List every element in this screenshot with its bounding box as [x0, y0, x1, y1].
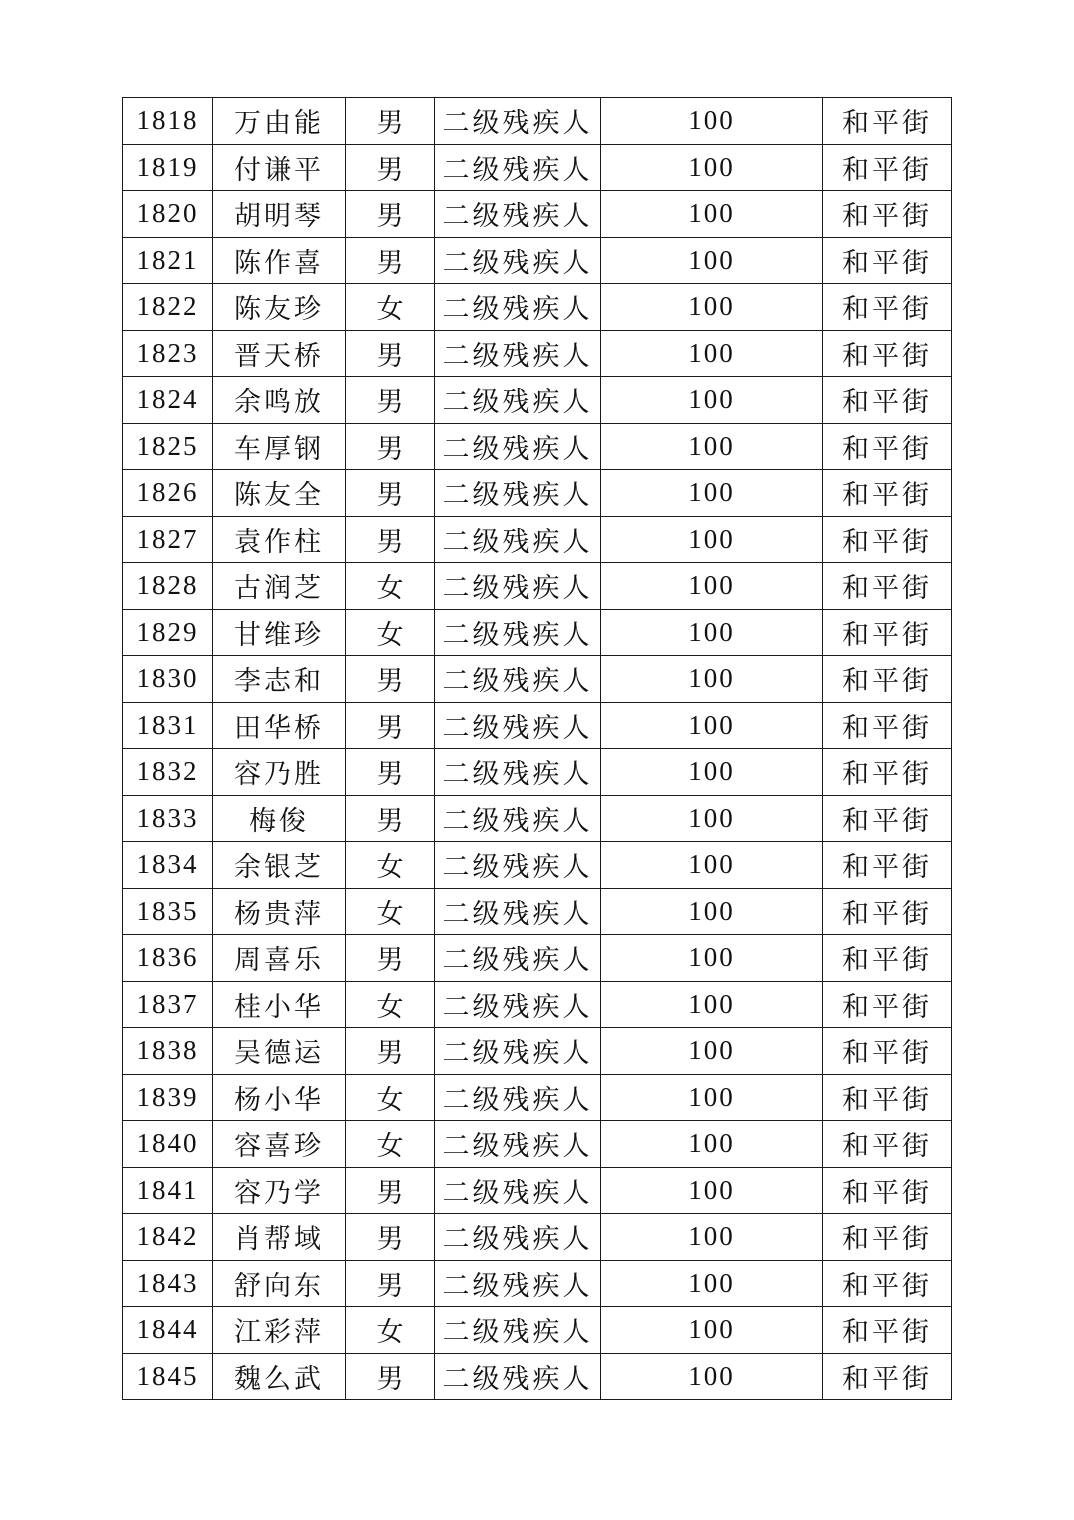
table-row	[123, 1307, 952, 1354]
person-name-cell: 陈作喜	[213, 237, 346, 284]
amount-cell: 100	[601, 1167, 823, 1214]
serial-number-cell: 1819	[123, 144, 213, 191]
person-name-cell: 容喜珍	[213, 1121, 346, 1168]
table-row	[123, 1214, 952, 1261]
street-cell: 和平街	[823, 284, 952, 331]
table-row	[123, 330, 952, 377]
gender-cell: 女	[346, 284, 435, 331]
table-row	[123, 1167, 952, 1214]
gender-cell: 男	[346, 656, 435, 703]
disability-level-cell: 二级残疾人	[435, 842, 601, 889]
serial-number-cell: 1827	[123, 516, 213, 563]
gender-cell: 女	[346, 842, 435, 889]
street-cell: 和平街	[823, 935, 952, 982]
serial-number-cell: 1834	[123, 842, 213, 889]
table-row	[123, 237, 952, 284]
disability-level-cell: 二级残疾人	[435, 563, 601, 610]
disability-level-cell: 二级残疾人	[435, 98, 601, 145]
gender-cell: 女	[346, 888, 435, 935]
person-name-cell: 李志和	[213, 656, 346, 703]
serial-number-cell: 1842	[123, 1214, 213, 1261]
gender-cell: 女	[346, 981, 435, 1028]
table-row	[123, 423, 952, 470]
table-row	[123, 609, 952, 656]
person-name-cell: 陈友珍	[213, 284, 346, 331]
amount-cell: 100	[601, 516, 823, 563]
gender-cell: 男	[346, 1028, 435, 1075]
gender-cell: 男	[346, 191, 435, 238]
disability-level-cell: 二级残疾人	[435, 609, 601, 656]
gender-cell: 女	[346, 609, 435, 656]
gender-cell: 男	[346, 470, 435, 517]
gender-cell: 男	[346, 1260, 435, 1307]
disability-level-cell: 二级残疾人	[435, 516, 601, 563]
person-name-cell: 杨小华	[213, 1074, 346, 1121]
disability-level-cell: 二级残疾人	[435, 1307, 601, 1354]
amount-cell: 100	[601, 842, 823, 889]
street-cell: 和平街	[823, 795, 952, 842]
person-name-cell: 陈友全	[213, 470, 346, 517]
gender-cell: 男	[346, 377, 435, 424]
serial-number-cell: 1839	[123, 1074, 213, 1121]
table-row	[123, 1121, 952, 1168]
serial-number-cell: 1836	[123, 935, 213, 982]
table-row	[123, 377, 952, 424]
disability-level-cell: 二级残疾人	[435, 330, 601, 377]
disability-level-cell: 二级残疾人	[435, 656, 601, 703]
amount-cell: 100	[601, 423, 823, 470]
serial-number-cell: 1818	[123, 98, 213, 145]
table-row	[123, 981, 952, 1028]
serial-number-cell: 1837	[123, 981, 213, 1028]
disability-level-cell: 二级残疾人	[435, 284, 601, 331]
disability-level-cell: 二级残疾人	[435, 423, 601, 470]
gender-cell: 男	[346, 749, 435, 796]
gender-cell: 男	[346, 330, 435, 377]
disability-level-cell: 二级残疾人	[435, 749, 601, 796]
table-row	[123, 1028, 952, 1075]
street-cell: 和平街	[823, 981, 952, 1028]
amount-cell: 100	[601, 330, 823, 377]
street-cell: 和平街	[823, 98, 952, 145]
amount-cell: 100	[601, 1028, 823, 1075]
street-cell: 和平街	[823, 1353, 952, 1400]
gender-cell: 男	[346, 1214, 435, 1261]
table-row	[123, 935, 952, 982]
street-cell: 和平街	[823, 237, 952, 284]
street-cell: 和平街	[823, 1260, 952, 1307]
person-name-cell: 舒向东	[213, 1260, 346, 1307]
person-name-cell: 余银芝	[213, 842, 346, 889]
person-name-cell: 桂小华	[213, 981, 346, 1028]
person-name-cell: 田华桥	[213, 702, 346, 749]
disability-level-cell: 二级残疾人	[435, 795, 601, 842]
amount-cell: 100	[601, 284, 823, 331]
amount-cell: 100	[601, 935, 823, 982]
table-row	[123, 284, 952, 331]
gender-cell: 男	[346, 702, 435, 749]
street-cell: 和平街	[823, 1214, 952, 1261]
street-cell: 和平街	[823, 470, 952, 517]
person-name-cell: 付谦平	[213, 144, 346, 191]
disability-level-cell: 二级残疾人	[435, 981, 601, 1028]
serial-number-cell: 1830	[123, 656, 213, 703]
serial-number-cell: 1831	[123, 702, 213, 749]
gender-cell: 女	[346, 1074, 435, 1121]
person-name-cell: 容乃学	[213, 1167, 346, 1214]
amount-cell: 100	[601, 888, 823, 935]
person-name-cell: 胡明琴	[213, 191, 346, 238]
street-cell: 和平街	[823, 749, 952, 796]
serial-number-cell: 1825	[123, 423, 213, 470]
disability-level-cell: 二级残疾人	[435, 888, 601, 935]
table-row	[123, 1074, 952, 1121]
amount-cell: 100	[601, 1260, 823, 1307]
amount-cell: 100	[601, 563, 823, 610]
amount-cell: 100	[601, 1214, 823, 1261]
table-row	[123, 749, 952, 796]
gender-cell: 男	[346, 98, 435, 145]
amount-cell: 100	[601, 795, 823, 842]
disability-level-cell: 二级残疾人	[435, 1167, 601, 1214]
street-cell: 和平街	[823, 191, 952, 238]
amount-cell: 100	[601, 981, 823, 1028]
table-row	[123, 795, 952, 842]
person-name-cell: 肖帮域	[213, 1214, 346, 1261]
serial-number-cell: 1833	[123, 795, 213, 842]
roster-table	[122, 97, 952, 1400]
disability-level-cell: 二级残疾人	[435, 191, 601, 238]
serial-number-cell: 1822	[123, 284, 213, 331]
gender-cell: 男	[346, 1353, 435, 1400]
gender-cell: 男	[346, 423, 435, 470]
person-name-cell: 周喜乐	[213, 935, 346, 982]
gender-cell: 女	[346, 1121, 435, 1168]
gender-cell: 男	[346, 144, 435, 191]
disability-level-cell: 二级残疾人	[435, 1214, 601, 1261]
disability-level-cell: 二级残疾人	[435, 237, 601, 284]
street-cell: 和平街	[823, 888, 952, 935]
amount-cell: 100	[601, 1121, 823, 1168]
table-row	[123, 702, 952, 749]
roster-table-body	[123, 98, 952, 1400]
street-cell: 和平街	[823, 1167, 952, 1214]
street-cell: 和平街	[823, 702, 952, 749]
street-cell: 和平街	[823, 423, 952, 470]
amount-cell: 100	[601, 749, 823, 796]
serial-number-cell: 1835	[123, 888, 213, 935]
table-row	[123, 842, 952, 889]
street-cell: 和平街	[823, 609, 952, 656]
amount-cell: 100	[601, 609, 823, 656]
person-name-cell: 甘维珍	[213, 609, 346, 656]
person-name-cell: 古润芝	[213, 563, 346, 610]
serial-number-cell: 1823	[123, 330, 213, 377]
amount-cell: 100	[601, 1074, 823, 1121]
person-name-cell: 容乃胜	[213, 749, 346, 796]
person-name-cell: 晋天桥	[213, 330, 346, 377]
serial-number-cell: 1832	[123, 749, 213, 796]
amount-cell: 100	[601, 98, 823, 145]
amount-cell: 100	[601, 191, 823, 238]
serial-number-cell: 1844	[123, 1307, 213, 1354]
street-cell: 和平街	[823, 1074, 952, 1121]
street-cell: 和平街	[823, 330, 952, 377]
person-name-cell: 车厚钢	[213, 423, 346, 470]
serial-number-cell: 1821	[123, 237, 213, 284]
serial-number-cell: 1820	[123, 191, 213, 238]
serial-number-cell: 1843	[123, 1260, 213, 1307]
gender-cell: 男	[346, 516, 435, 563]
street-cell: 和平街	[823, 563, 952, 610]
disability-level-cell: 二级残疾人	[435, 1260, 601, 1307]
person-name-cell: 梅俊	[213, 795, 346, 842]
street-cell: 和平街	[823, 1121, 952, 1168]
serial-number-cell: 1828	[123, 563, 213, 610]
serial-number-cell: 1845	[123, 1353, 213, 1400]
street-cell: 和平街	[823, 144, 952, 191]
table-row	[123, 516, 952, 563]
amount-cell: 100	[601, 702, 823, 749]
serial-number-cell: 1829	[123, 609, 213, 656]
gender-cell: 男	[346, 237, 435, 284]
amount-cell: 100	[601, 1353, 823, 1400]
disability-level-cell: 二级残疾人	[435, 470, 601, 517]
person-name-cell: 江彩萍	[213, 1307, 346, 1354]
serial-number-cell: 1824	[123, 377, 213, 424]
street-cell: 和平街	[823, 377, 952, 424]
amount-cell: 100	[601, 377, 823, 424]
person-name-cell: 杨贵萍	[213, 888, 346, 935]
disability-level-cell: 二级残疾人	[435, 144, 601, 191]
disability-level-cell: 二级残疾人	[435, 377, 601, 424]
street-cell: 和平街	[823, 1028, 952, 1075]
table-row	[123, 1260, 952, 1307]
table-row	[123, 191, 952, 238]
table-row	[123, 144, 952, 191]
table-row	[123, 563, 952, 610]
person-name-cell: 余鸣放	[213, 377, 346, 424]
disability-level-cell: 二级残疾人	[435, 935, 601, 982]
disability-level-cell: 二级残疾人	[435, 702, 601, 749]
table-row	[123, 98, 952, 145]
table-row	[123, 470, 952, 517]
street-cell: 和平街	[823, 842, 952, 889]
gender-cell: 男	[346, 795, 435, 842]
amount-cell: 100	[601, 144, 823, 191]
person-name-cell: 魏么武	[213, 1353, 346, 1400]
person-name-cell: 吴德运	[213, 1028, 346, 1075]
serial-number-cell: 1841	[123, 1167, 213, 1214]
gender-cell: 女	[346, 1307, 435, 1354]
gender-cell: 女	[346, 563, 435, 610]
serial-number-cell: 1826	[123, 470, 213, 517]
street-cell: 和平街	[823, 516, 952, 563]
amount-cell: 100	[601, 470, 823, 517]
disability-level-cell: 二级残疾人	[435, 1074, 601, 1121]
amount-cell: 100	[601, 1307, 823, 1354]
amount-cell: 100	[601, 237, 823, 284]
street-cell: 和平街	[823, 656, 952, 703]
disability-level-cell: 二级残疾人	[435, 1121, 601, 1168]
person-name-cell: 万由能	[213, 98, 346, 145]
serial-number-cell: 1840	[123, 1121, 213, 1168]
disability-level-cell: 二级残疾人	[435, 1028, 601, 1075]
gender-cell: 男	[346, 935, 435, 982]
table-row	[123, 1353, 952, 1400]
person-name-cell: 袁作柱	[213, 516, 346, 563]
disability-level-cell: 二级残疾人	[435, 1353, 601, 1400]
amount-cell: 100	[601, 656, 823, 703]
table-row	[123, 656, 952, 703]
street-cell: 和平街	[823, 1307, 952, 1354]
serial-number-cell: 1838	[123, 1028, 213, 1075]
table-row	[123, 888, 952, 935]
gender-cell: 男	[346, 1167, 435, 1214]
